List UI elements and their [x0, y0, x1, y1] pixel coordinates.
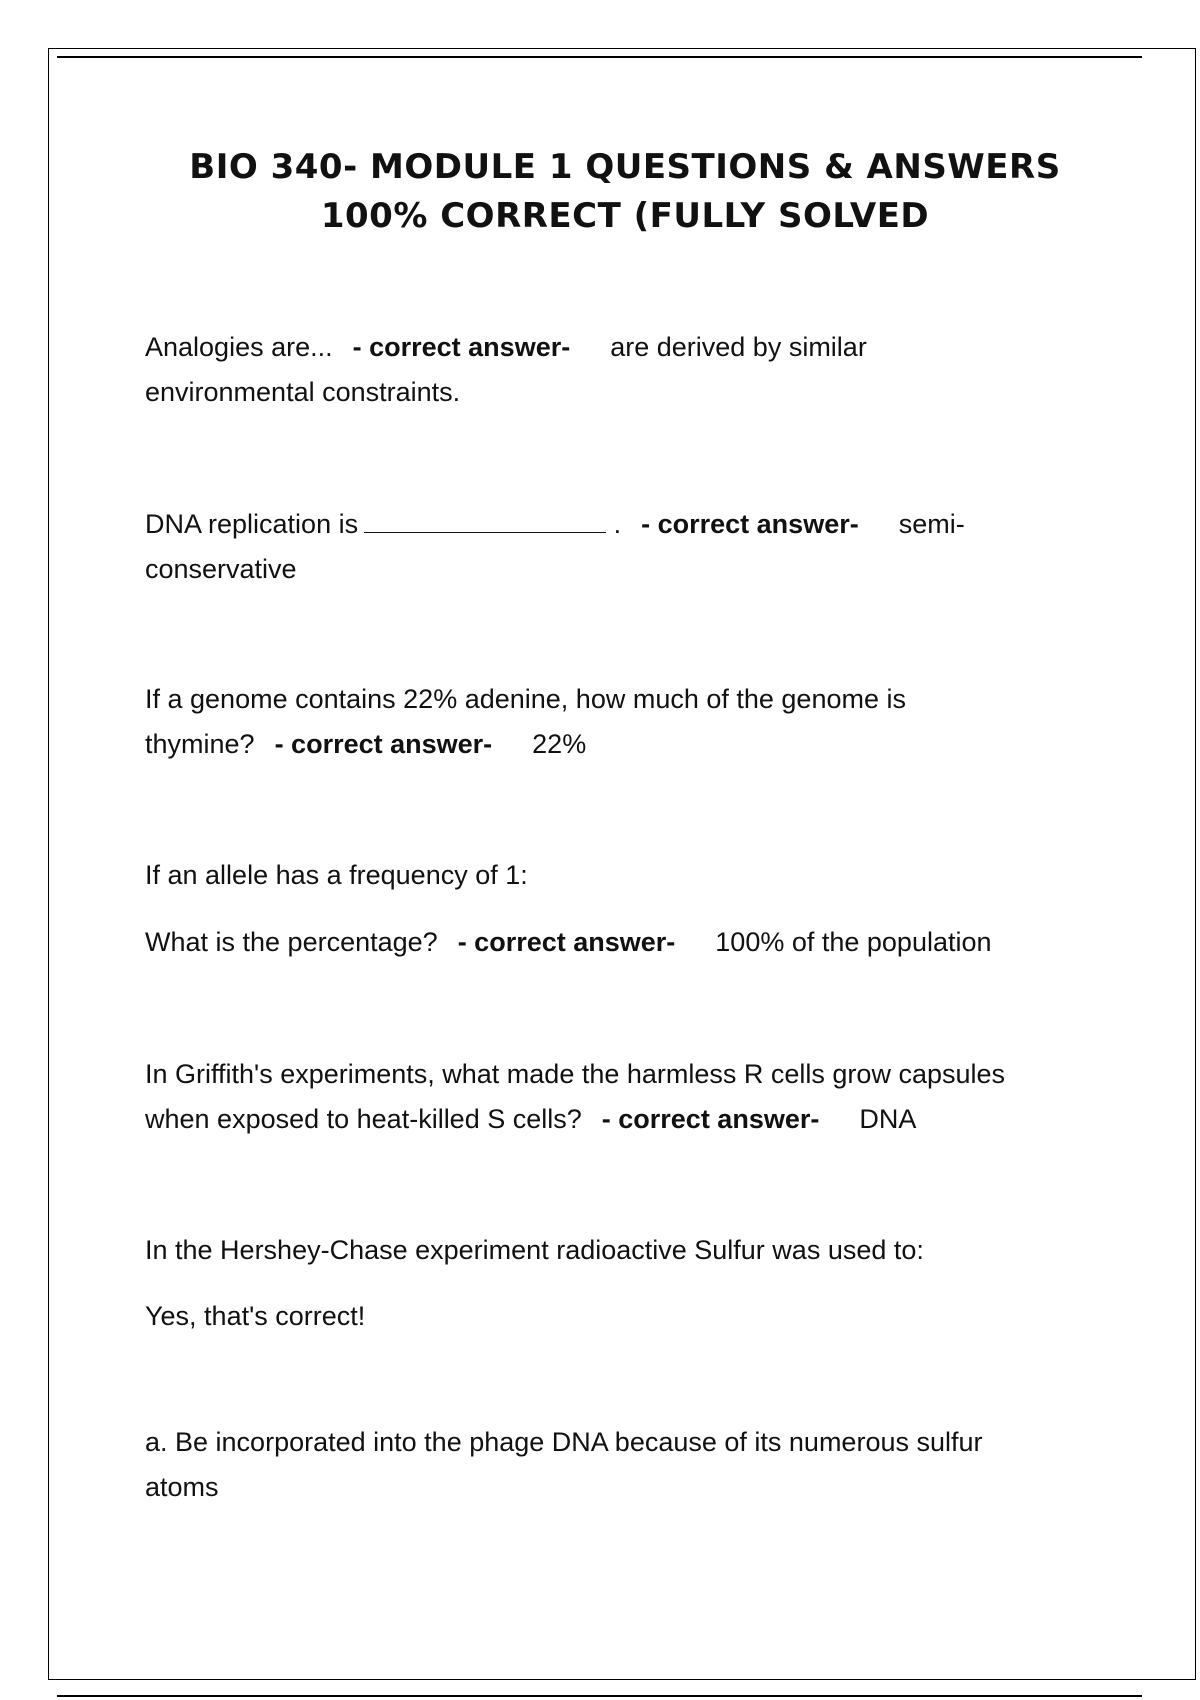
answer-tag: - correct answer-	[352, 332, 571, 362]
qa-item-allele-frequency	[145, 853, 1095, 898]
answer-text: Yes, that's correct!	[145, 1301, 366, 1331]
qa-item-hershey-chase-feedback	[145, 1294, 1095, 1339]
option-text: a. Be incorporated into the phage DNA because of its numerous sulfur	[145, 1427, 983, 1457]
fill-in-blank	[364, 508, 606, 533]
answer-text: 22%	[532, 729, 587, 759]
qa-item-genome-thymine	[145, 677, 1095, 767]
answer-tag: - correct answer-	[641, 509, 859, 539]
answer-text: are derived by similar	[610, 332, 867, 362]
question-text-continued: thymine?	[145, 729, 255, 759]
answer-text: semi-	[898, 509, 965, 539]
title-line-2: 100% CORRECT (FULLY SOLVED	[320, 196, 930, 236]
qa-item-analogies	[145, 325, 1095, 415]
bottom-rule	[57, 1695, 1142, 1697]
qa-item-griffith	[145, 1052, 1095, 1142]
answer-text: DNA	[859, 1104, 917, 1134]
question-text: If an allele has a frequency of 1:	[145, 860, 528, 890]
answer-tag: - correct answer-	[274, 729, 493, 759]
answer-text-continued: environmental constraints.	[145, 377, 461, 407]
answer-text-continued: conservative	[145, 554, 297, 584]
qa-item-allele-percentage	[145, 920, 1095, 965]
qa-item-dna-replication	[145, 502, 1095, 592]
question-text-continued: when exposed to heat-killed S cells?	[145, 1104, 582, 1134]
answer-text: 100% of the population	[715, 927, 992, 957]
question-text: What is the percentage?	[145, 927, 438, 957]
qa-item-option-a	[145, 1420, 1095, 1510]
question-text: DNA replication is	[145, 509, 359, 539]
option-text-continued: atoms	[145, 1472, 219, 1502]
qa-item-hershey-chase	[145, 1228, 1095, 1273]
document-title	[100, 143, 1150, 241]
question-text: In Griffith's experiments, what made the harmless R cells grow capsules	[145, 1059, 1006, 1089]
answer-tag: - correct answer-	[601, 1104, 820, 1134]
top-rule	[57, 56, 1142, 58]
question-text: If a genome contains 22% adenine, how much of the genome is	[145, 684, 906, 714]
question-suffix: .	[613, 509, 622, 539]
answer-tag: - correct answer-	[457, 927, 676, 957]
title-line-1: BIO 340- MODULE 1 QUESTIONS & ANSWERS	[189, 147, 1061, 187]
question-text: In the Hershey-Chase experiment radioactive Sulfur was used to:	[145, 1235, 924, 1265]
question-text: Analogies are...	[145, 332, 333, 362]
